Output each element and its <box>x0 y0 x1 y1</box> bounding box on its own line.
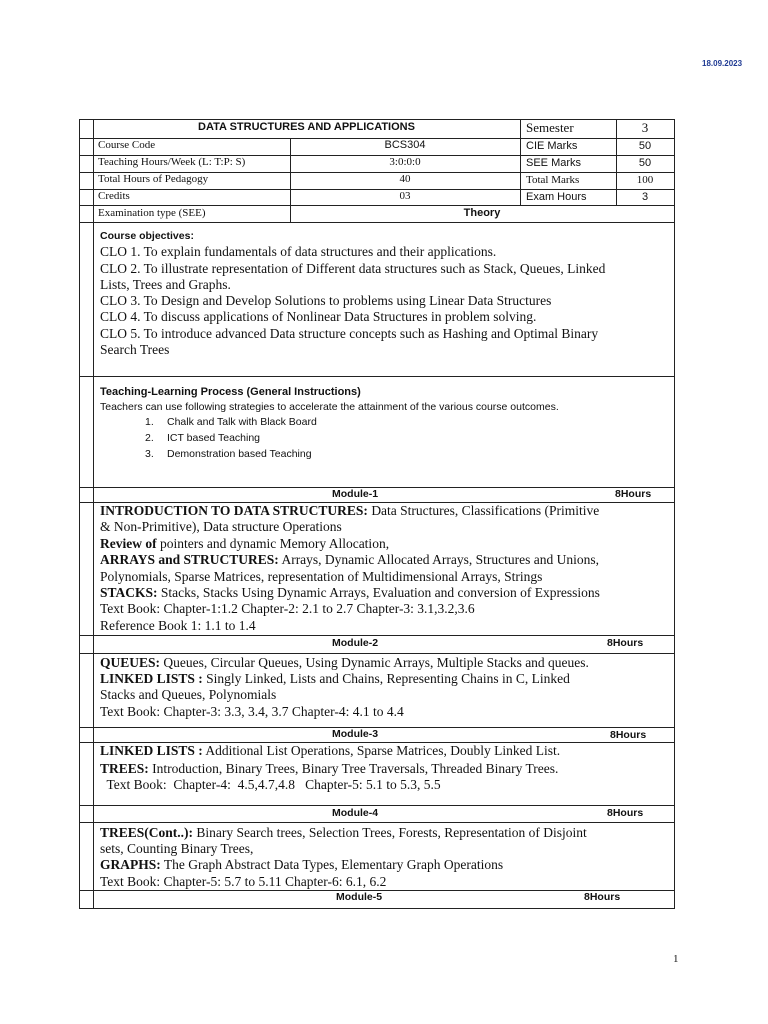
objectives-heading: Course objectives: <box>100 230 194 242</box>
module-line-text: pointers and dynamic Memory Allocation, <box>156 536 390 551</box>
teaching-intro: Teachers can use following strategies to accelerate the attainment of the various course outcomes. <box>100 401 559 413</box>
module-hours: 8Hours <box>584 891 621 903</box>
module-title: Module-4 <box>332 807 379 819</box>
module-line-text: sets, Counting Binary Trees, <box>100 841 254 856</box>
module-title: Module-1 <box>332 488 379 500</box>
objective-line: CLO 3. To Design and Develop Solutions to problems using Linear Data Structures <box>100 293 552 308</box>
module-line <box>100 743 560 759</box>
module-line-bold: TREES(Cont..): <box>100 825 194 840</box>
module-line-text: Text Book: Chapter-3: 3.3, 3.4, 3.7 Chapter-4: 4.1 to 4.4 <box>100 704 404 719</box>
module-line <box>100 687 276 703</box>
module-hours: 8Hours <box>610 729 647 741</box>
module-line <box>100 618 256 634</box>
row-right-label: Total Marks <box>526 174 580 186</box>
page-number: 1 <box>673 953 679 965</box>
exam-type-label: Examination type (SEE) <box>98 207 206 219</box>
module-line-bold: ARRAYS and STRUCTURES: <box>100 552 279 567</box>
objective-line: CLO 2. To illustrate representation of Different data structures such as Stack, Queues, Linked <box>100 261 606 276</box>
row-right-value: 50 <box>638 140 652 152</box>
module-line-text: Stacks, Stacks Using Dynamic Arrays, Evaluation and conversion of Expressions <box>157 585 600 600</box>
objective-line: Search Trees <box>100 342 170 357</box>
row-right-value: 3 <box>641 191 649 203</box>
teaching-item: Demonstration based Teaching <box>167 448 312 460</box>
module-line <box>100 569 542 585</box>
module-line <box>100 552 599 568</box>
teaching-heading: Teaching-Learning Process (General Instructions) <box>100 386 361 398</box>
module-line <box>100 857 503 873</box>
module-line-text: Polynomials, Sparse Matrices, representation of Multidimensional Arrays, Strings <box>100 569 543 584</box>
module-title: Module-3 <box>332 728 379 740</box>
module-line-text: Text Book: Chapter-4: 4.5,4.7,4.8 Chapter-5: 5.1 to 5.3, 5.5 <box>100 777 441 792</box>
row-right-label: Exam Hours <box>526 191 587 203</box>
teaching-item: Chalk and Talk with Black Board <box>167 416 317 428</box>
row-label: Teaching Hours/Week (L: T:P: S) <box>98 156 246 168</box>
semester-value: 3 <box>641 120 649 135</box>
module-line-text: Queues, Circular Queues, Using Dynamic Arrays, Multiple Stacks and queues. <box>160 655 589 670</box>
document-date: 18.09.2023 <box>702 59 743 68</box>
module-line <box>100 585 600 601</box>
module-line-text: Text Book: Chapter-1:1.2 Chapter-2: 2.1 to 2.7 Chapter-3: 3.1,3.2,3.6 <box>100 601 475 616</box>
module-line <box>100 519 342 535</box>
teaching-item-number: 1. <box>145 416 154 428</box>
row-right-value: 100 <box>636 174 654 186</box>
module-line <box>100 874 386 890</box>
teaching-item: ICT based Teaching <box>167 432 261 444</box>
module-line <box>100 536 389 552</box>
module-line-bold: LINKED LISTS : <box>100 743 203 758</box>
module-line <box>100 841 253 857</box>
row-right-value: 50 <box>638 157 652 169</box>
objective-line: CLO 5. To introduce advanced Data structure concepts such as Hashing and Optimal Binary <box>100 326 599 341</box>
module-line <box>100 704 404 720</box>
module-line <box>100 777 441 793</box>
module-line <box>100 655 589 671</box>
row-label: Credits <box>98 190 130 202</box>
module-line <box>100 601 475 617</box>
module-line-text: & Non-Primitive), Data structure Operations <box>100 519 342 534</box>
module-line <box>100 761 558 777</box>
module-line-text: Arrays, Dynamic Allocated Arrays, Structures and Unions, <box>278 552 599 567</box>
module-line-text: Reference Book 1: 1.1 to 1.4 <box>100 618 256 633</box>
module-line-text: Singly Linked, Lists and Chains, Representing Chains in C, Linked <box>202 671 570 686</box>
module-line-bold: QUEUES: <box>100 655 161 670</box>
module-line <box>100 825 587 841</box>
teaching-item-number: 3. <box>145 448 154 460</box>
row-label: Total Hours of Pedagogy <box>98 173 209 185</box>
row-value: 3:0:0:0 <box>389 156 421 168</box>
module-hours: 8Hours <box>615 488 652 500</box>
row-right-label: SEE Marks <box>526 157 582 169</box>
module-line <box>100 671 570 687</box>
objective-line: CLO 1. To explain fundamentals of data structures and their applications. <box>100 244 497 259</box>
objective-line: CLO 4. To discuss applications of Nonlinear Data Structures in problem solving. <box>100 309 537 324</box>
module-title: Module-2 <box>332 637 379 649</box>
module-hours: 8Hours <box>607 637 644 649</box>
module-line-text: Binary Search trees, Selection Trees, Forests, Representation of Disjoint <box>193 825 587 840</box>
module-line-text: Additional List Operations, Sparse Matrices, Doubly Linked List. <box>202 743 561 758</box>
row-value: 03 <box>399 190 411 202</box>
module-line-text: Data Structures, Classifications (Primitive <box>367 503 600 518</box>
module-line-bold: STACKS: <box>100 585 158 600</box>
row-value: BCS304 <box>384 139 426 151</box>
course-title: DATA STRUCTURES AND APPLICATIONS <box>198 121 415 133</box>
module-title: Module-5 <box>336 891 383 903</box>
module-line <box>100 503 599 519</box>
teaching-item-number: 2. <box>145 432 154 444</box>
module-line-bold: LINKED LISTS : <box>100 671 203 686</box>
module-line-text: Text Book: Chapter-5: 5.7 to 5.11 Chapter-6: 6.1, 6.2 <box>100 874 387 889</box>
module-line-bold: GRAPHS: <box>100 857 161 872</box>
row-label: Course Code <box>98 139 156 151</box>
exam-type-value: Theory <box>463 207 501 219</box>
module-hours: 8Hours <box>607 807 644 819</box>
module-line-bold: TREES: <box>100 761 149 776</box>
semester-label: Semester <box>526 120 574 135</box>
module-line-text: Stacks and Queues, Polynomials <box>100 687 277 702</box>
module-line-bold: INTRODUCTION TO DATA STRUCTURES: <box>100 503 368 518</box>
module-line-text: Introduction, Binary Trees, Binary Tree Traversals, Threaded Binary Trees. <box>148 761 559 776</box>
row-right-label: CIE Marks <box>526 140 578 152</box>
objective-line: Lists, Trees and Graphs. <box>100 277 231 292</box>
row-value: 40 <box>399 173 411 185</box>
module-line-text: The Graph Abstract Data Types, Elementary Graph Operations <box>160 857 504 872</box>
module-line-bold: Review of <box>100 536 157 551</box>
